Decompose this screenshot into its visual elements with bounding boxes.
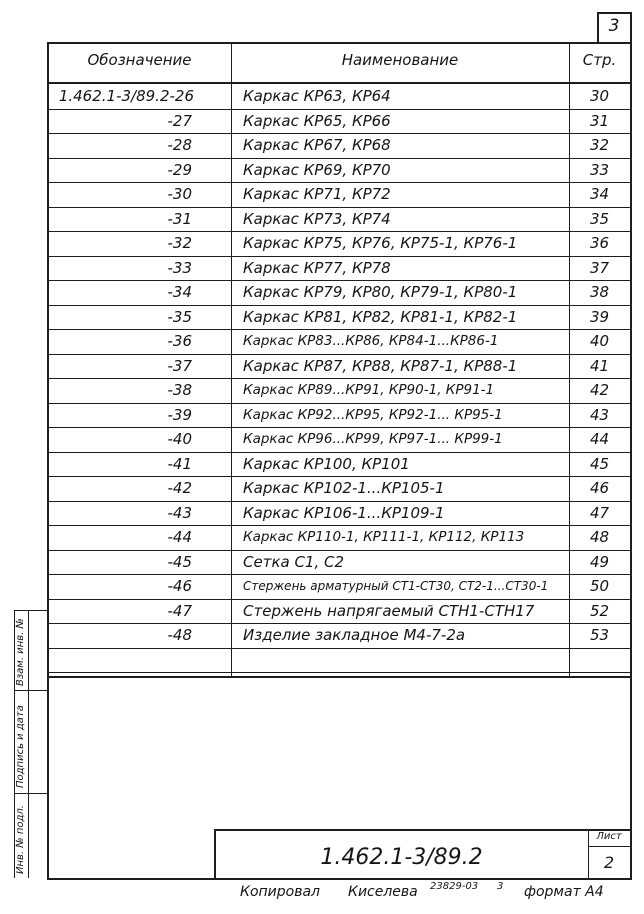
row-divider (48, 158, 632, 159)
row-page: 48 (589, 528, 610, 546)
row-name: Каркас КР77, КР78 (243, 259, 391, 276)
row-name: Каркас КР92...КР95, КР92-1... КР95-1 (243, 406, 503, 423)
row-name: Каркас КР75, КР76, КР75-1, КР76-1 (243, 235, 518, 251)
side-label-original-inv: Инв. № подл. (15, 805, 26, 874)
row-name: Стержень арматурный СТ1-СТ30, СТ2-1...СТ30-1 (243, 579, 549, 593)
row-page: 52 (589, 601, 610, 620)
row-name: Каркас КР65, КР66 (243, 112, 391, 129)
row-divider (48, 182, 632, 183)
footer-format-label: формат А4 (524, 884, 604, 900)
row-page: 34 (589, 185, 610, 203)
row-name: Стержень напрягаемый СТН1-СТН17 (243, 602, 535, 619)
row-name: Каркас КР87, КР88, КР87-1, КР88-1 (243, 357, 518, 374)
row-divider (48, 231, 632, 232)
title-block-top (215, 829, 632, 831)
frame-right (630, 12, 632, 880)
row-code: -45 (167, 552, 192, 571)
row-page: 40 (589, 332, 610, 350)
side-strip-div-2 (14, 793, 48, 794)
row-divider (48, 525, 632, 526)
row-code: -38 (167, 381, 192, 399)
row-page: 44 (589, 430, 610, 448)
row-divider (48, 133, 632, 134)
side-label-replaced-inv: Взам. инв. № (15, 618, 26, 686)
row-code: -36 (167, 332, 192, 350)
row-code: -48 (167, 626, 192, 644)
footer-order-number: 23829-03 (430, 881, 479, 892)
sheet-box-top (598, 12, 632, 14)
row-divider (48, 574, 632, 575)
row-page: 53 (589, 626, 610, 644)
row-divider (48, 354, 632, 355)
row-code: -46 (167, 577, 192, 595)
row-name: Каркас КР100, КР101 (243, 455, 410, 472)
row-code: -44 (167, 528, 192, 546)
row-divider (48, 599, 632, 600)
row-code: -33 (167, 258, 192, 277)
side-strip-div-1 (14, 690, 48, 691)
row-divider (48, 476, 632, 477)
row-code: -32 (167, 234, 192, 252)
row-name: Каркас КР69, КР70 (243, 161, 391, 178)
row-name: Каркас КР89...КР91, КР90-1, КР91-1 (243, 382, 495, 398)
sheet-label: Лист (596, 831, 622, 842)
row-page: 41 (589, 356, 610, 375)
frame-left (47, 42, 49, 880)
row-page: 50 (589, 577, 610, 595)
row-divider (48, 623, 632, 624)
row-divider (48, 305, 632, 306)
row-name: Изделие закладное М4-7-2а (243, 627, 466, 643)
row-page: 33 (589, 160, 610, 179)
row-code: -43 (167, 503, 192, 522)
frame-top (48, 42, 632, 44)
document-code: 1.462.1-3/89.2 (320, 845, 483, 870)
side-strip-line-inner (28, 610, 29, 878)
row-code: -40 (167, 430, 192, 448)
row-name: Каркас КР110-1, КР111-1, КР112, КР113 (243, 529, 525, 545)
row-code: -34 (167, 283, 192, 301)
row-page: 32 (589, 136, 610, 154)
row-name: Каркас КР81, КР82, КР81-1, КР82-1 (243, 308, 518, 325)
table-bottom-line (48, 676, 632, 678)
row-page: 39 (589, 307, 610, 326)
header-page: Стр. (582, 51, 617, 69)
row-page: 38 (589, 283, 610, 301)
row-name: Каркас КР73, КР74 (243, 210, 391, 227)
row-divider (48, 109, 632, 110)
row-name: Каркас КР96...КР99, КР97-1... КР99-1 (243, 431, 503, 447)
footer-copier-name: Киселева (348, 884, 418, 900)
row-page: 47 (589, 503, 610, 522)
row-divider (48, 452, 632, 453)
row-divider (48, 672, 632, 673)
footer-copied-label: Копировал (240, 884, 320, 900)
row-name: Каркас КР83...КР86, КР84-1...КР86-1 (243, 333, 499, 349)
row-name: Каркас КР106-1...КР109-1 (243, 504, 445, 521)
row-page: 49 (589, 552, 610, 571)
row-divider (48, 501, 632, 502)
row-code: -47 (167, 601, 192, 620)
row-code: -28 (167, 136, 192, 154)
row-name: Каркас КР71, КР72 (243, 186, 391, 202)
row-divider (48, 256, 632, 257)
row-divider (48, 378, 632, 379)
row-code: 1.462.1-3/89.2-26 (58, 87, 194, 105)
row-divider (48, 280, 632, 281)
row-divider (48, 207, 632, 208)
row-divider (48, 550, 632, 551)
row-page: 43 (589, 405, 610, 424)
frame-bottom (48, 878, 632, 880)
row-code: -29 (167, 160, 192, 179)
row-divider (48, 427, 632, 428)
row-code: -35 (167, 307, 192, 326)
sheet-number: 3 (608, 16, 620, 36)
footer-order-suffix: 3 (497, 881, 504, 892)
row-name: Каркас КР67, КР68 (243, 137, 391, 153)
row-divider (48, 403, 632, 404)
header-bottom-line (48, 82, 632, 84)
row-divider (48, 648, 632, 649)
table-col-divider-1 (231, 42, 232, 676)
row-name: Каркас КР79, КР80, КР79-1, КР80-1 (243, 284, 518, 300)
row-name: Каркас КР102-1...КР105-1 (243, 480, 445, 496)
row-code: -31 (167, 209, 192, 228)
row-page: 42 (589, 381, 610, 399)
row-page: 46 (589, 479, 610, 497)
header-name: Наименование (341, 51, 459, 69)
row-page: 45 (589, 454, 610, 473)
row-code: -41 (167, 454, 192, 473)
row-code: -30 (167, 185, 192, 203)
row-code: -42 (167, 479, 192, 497)
row-page: 31 (589, 111, 610, 130)
row-page: 37 (589, 258, 610, 277)
side-label-signature-date: Подпись и дата (15, 705, 26, 788)
row-name: Каркас КР63, КР64 (243, 88, 391, 104)
row-code: -39 (167, 405, 192, 424)
row-page: 30 (589, 87, 610, 105)
row-name: Сетка С1, С2 (243, 553, 345, 570)
row-code: -37 (167, 356, 192, 375)
row-divider (48, 329, 632, 330)
row-page: 35 (589, 209, 610, 228)
header-designation: Обозначение (87, 51, 192, 69)
row-code: -27 (167, 111, 192, 130)
title-block-sheet-label-line (588, 846, 630, 847)
side-strip-top (14, 610, 48, 611)
sheet-value: 2 (603, 853, 615, 872)
row-page: 36 (589, 234, 610, 252)
